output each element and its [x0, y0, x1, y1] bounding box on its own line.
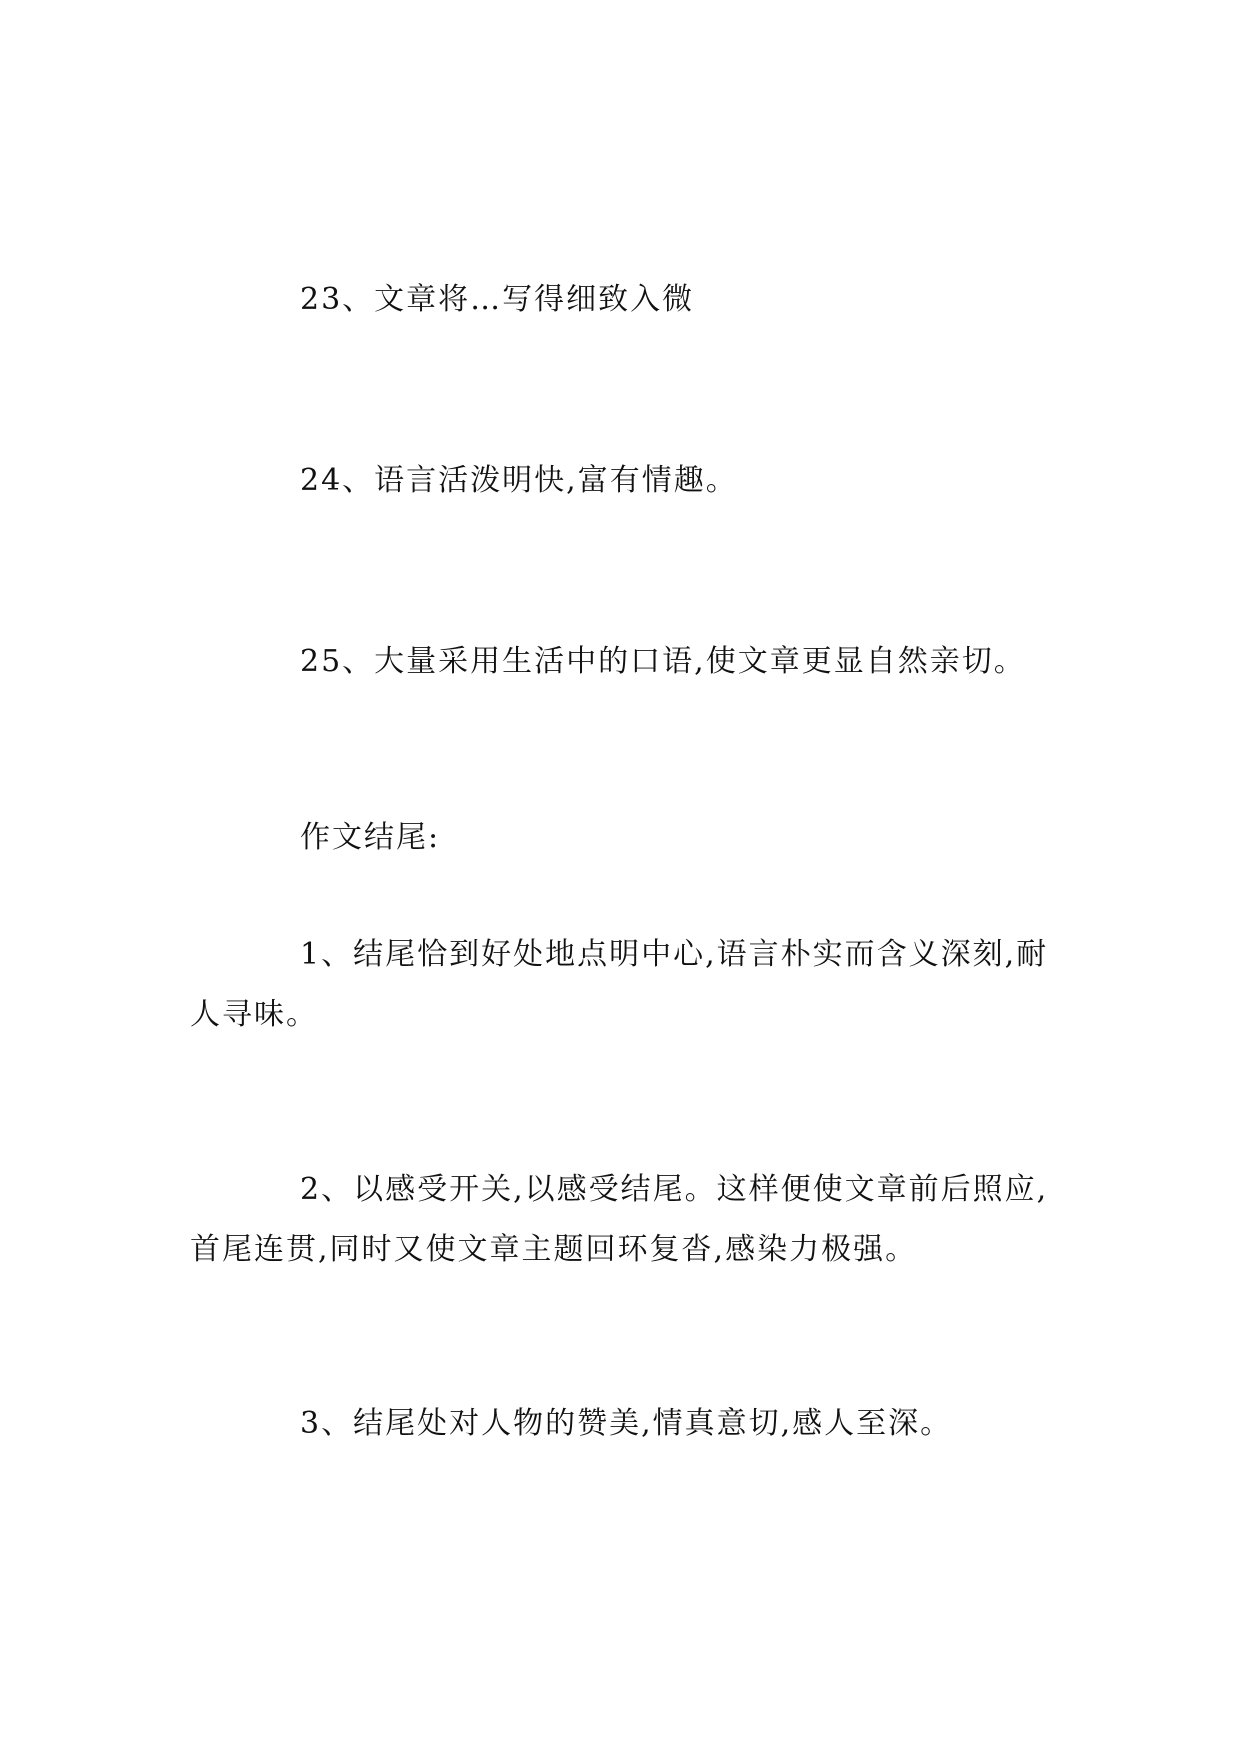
paragraph-item-25: 25、大量采用生活中的口语,使文章更显自然亲切。: [300, 644, 1026, 679]
paragraph-ending-3: 3、结尾处对人物的赞美,情真意切,感人至深。: [300, 1406, 953, 1441]
section-heading-ending: 作文结尾:: [300, 820, 441, 855]
paragraph-item-24: 24、语言活泼明快,富有情趣。: [300, 463, 738, 498]
paragraph-ending-2: 2、以感受开关,以感受结尾。这样便使文章前后照应,首尾连贯,同时又使文章主题回环复沓,感染力极强。: [190, 1172, 1049, 1267]
paragraph-ending-1: 1、结尾恰到好处地点明中心,语言朴实而含义深刻,耐人寻味。: [190, 937, 1049, 1032]
paragraph-item-23: 23、文章将…写得细致入微: [300, 282, 695, 317]
